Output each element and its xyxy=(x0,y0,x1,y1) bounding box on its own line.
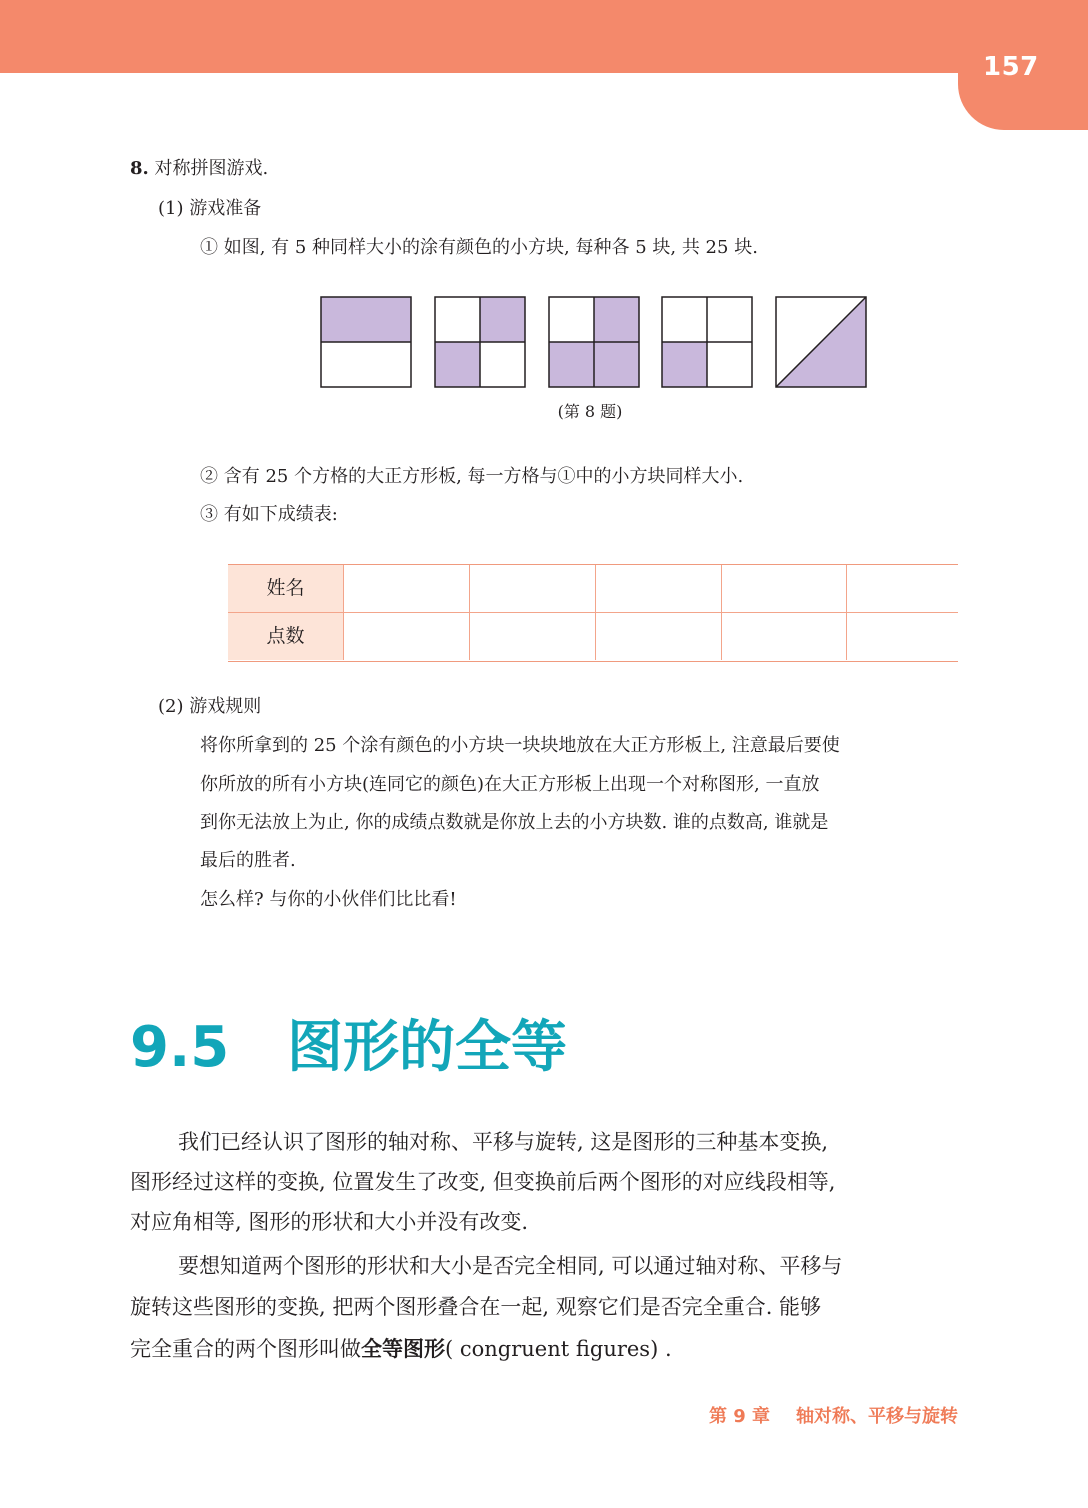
section-title: 图形的全等 xyxy=(287,1015,567,1080)
header-band xyxy=(0,0,1088,73)
tile-three-quarters xyxy=(549,297,639,387)
part1-label: (1) 游戏准备 xyxy=(158,198,262,219)
section-number: 9.5 xyxy=(130,1015,230,1080)
table-cell xyxy=(596,565,722,612)
table-cell xyxy=(470,613,596,660)
part1-item1: ① 如图, 有 5 种同样大小的涂有颜色的小方块, 每种各 5 块, 共 25 块. xyxy=(200,237,758,258)
body-line: 图形经过这样的变换, 位置发生了改变, 但变换前后两个图形的对应线段相等, xyxy=(130,1170,836,1194)
row-header-name: 姓名 xyxy=(228,565,344,612)
body-line-definition xyxy=(130,1330,672,1368)
question-number: 8. xyxy=(130,158,149,179)
figure-caption: (第 8 题) xyxy=(557,402,623,421)
rules-line: 怎么样? 与你的小伙伴们比比看! xyxy=(200,889,457,910)
definition-suffix: ( congruent figures) . xyxy=(445,1337,672,1361)
body-line: 要想知道两个图形的形状和大小是否完全相同, 可以通过轴对称、平移与 xyxy=(178,1254,843,1278)
rules-line: 到你无法放上为止, 你的成绩点数就是你放上去的小方块数. 谁的点数高, 谁就是 xyxy=(200,812,829,833)
rules-line: 你所放的所有小方块(连同它的颜色)在大正方形板上出现一个对称图形, 一直放 xyxy=(200,774,820,795)
body-line: 我们已经认识了图形的轴对称、平移与旋转, 这是图形的三种基本变换, xyxy=(178,1130,829,1154)
chapter-number: 第 9 章 xyxy=(708,1406,770,1427)
row-header-points: 点数 xyxy=(228,613,344,660)
tile-half-top xyxy=(321,297,411,387)
part1-item3: ③ 有如下成绩表: xyxy=(200,504,338,525)
table-cell xyxy=(596,613,722,660)
defined-term: 全等图形 xyxy=(361,1337,445,1361)
body-line: 对应角相等, 图形的形状和大小并没有改变. xyxy=(130,1210,529,1234)
table-cell xyxy=(344,613,470,660)
table-cell xyxy=(470,565,596,612)
rules-line: 最后的胜者. xyxy=(200,850,296,871)
tile-triangle xyxy=(776,297,866,387)
chapter-footer xyxy=(709,1402,958,1428)
question-8-heading xyxy=(130,156,268,182)
part1-item2: ② 含有 25 个方格的大正方形板, 每一方格与①中的小方块同样大小. xyxy=(200,466,744,487)
part2-label: (2) 游戏规则 xyxy=(158,696,262,717)
colored-tiles-figure xyxy=(320,296,870,391)
section-heading xyxy=(130,1003,567,1083)
table-cell xyxy=(722,613,847,660)
page-number: 157 xyxy=(983,52,1039,82)
table-row-name xyxy=(228,565,958,613)
table-row-points xyxy=(228,613,958,660)
definition-prefix: 完全重合的两个图形叫做 xyxy=(130,1337,361,1361)
score-table xyxy=(228,564,958,662)
table-cell xyxy=(722,565,847,612)
tile-one-quarter xyxy=(662,297,752,387)
rules-line: 将你所拿到的 25 个涂有颜色的小方块一块块地放在大正方形板上, 注意最后要使 xyxy=(200,735,840,756)
tile-diagonal-checker xyxy=(435,297,525,387)
question-title: 对称拼图游戏. xyxy=(154,158,269,179)
table-cell xyxy=(344,565,470,612)
chapter-title: 轴对称、平移与旋转 xyxy=(796,1406,958,1427)
body-line: 旋转这些图形的变换, 把两个图形叠合在一起, 观察它们是否完全重合. 能够 xyxy=(130,1295,822,1319)
